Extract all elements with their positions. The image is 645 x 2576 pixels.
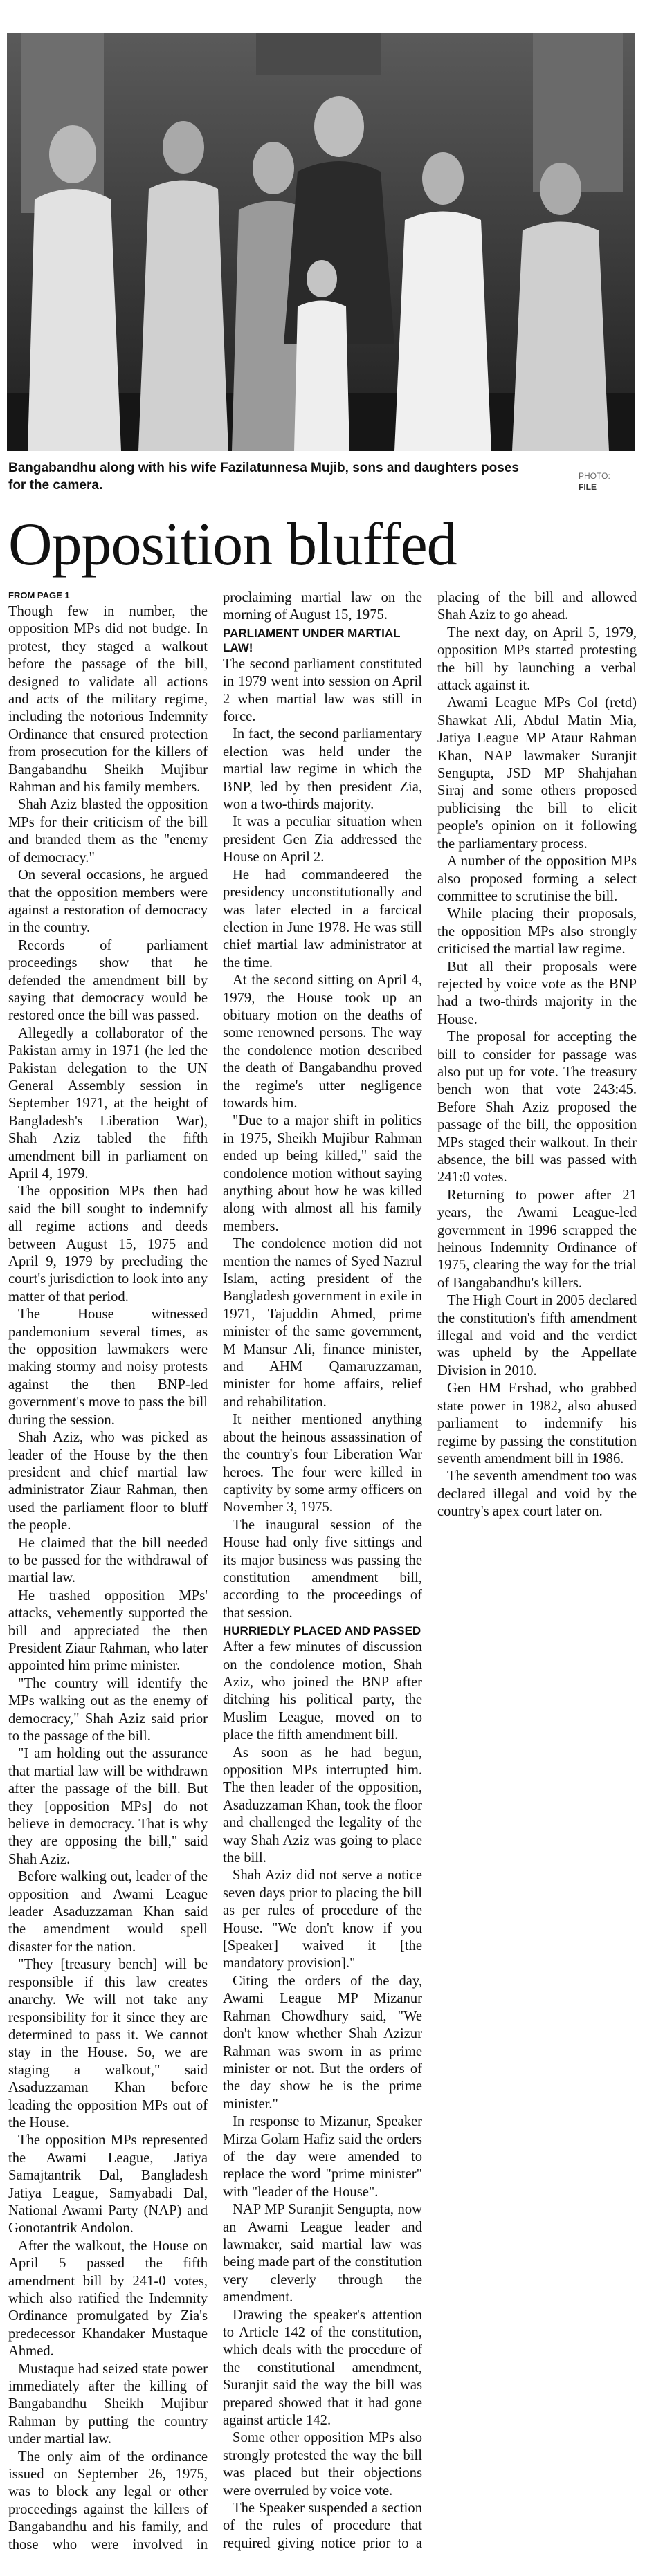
article-paragraph: Returning to power after 21 years, the Awami League-led government in 1996 scrapped the heinous Indemnity Ordinance of 1975, clearing the way for the trial of Bangabandhu's killers. xyxy=(437,1187,637,1291)
article-paragraph: Drawing the speaker's attention to Article 142 of the constitution, which deals with the procedure of the constitutional amendment, Suranjit said the way the bill was prepared showed that it had gone against article 142. xyxy=(223,2307,422,2429)
article-headline: Opposition bluffed xyxy=(8,511,457,578)
article-paragraph: The Speaker suspended a section of the rules of procedure that required giving notice prior to a placing of the bill and allowed Shah Aziz to go ahead. xyxy=(223,590,637,2551)
article-paragraph: NAP MP Suranjit Sengupta, now an Awami League leader and lawmaker, said martial law was being made part of the constitution very cleverly through the amendment. xyxy=(223,2202,422,2306)
article-paragraph: The proposal for accepting the bill to consider for passage was also put up for vote. The treasury bench won that vote 243:45. Before Shah Aziz proposed the passage of the bill, the opposition MPs staged their walkout. In their absence, the bill was passed with 241:0 votes. xyxy=(437,1029,637,1186)
photo-caption: Bangabandhu along with his wife Fazilatunnesa Mujib, sons and daughters poses for the camera. xyxy=(8,461,519,493)
article-paragraph: In response to Mizanur, Speaker Mirza Golam Hafiz said the orders of the day were amended to replace the word "prime minister" with "leader of the House". xyxy=(223,2114,422,2200)
article-paragraph: It was a peculiar situation when president Gen Zia addressed the House on April 2. xyxy=(223,814,422,865)
article-paragraph: "They [treasury bench] will be responsible if this law creates anarchy. We will not take any responsibility for it since they are determined to pass it. We cannot stay in the House. So, we are staging a walkout," said Asaduzzaman Khan before leading the opposition MPs out of the House. xyxy=(8,1957,208,2131)
article-paragraph: A number of the opposition MPs also proposed forming a select committee to scrutinise the bill. xyxy=(437,854,637,904)
article-paragraph: The next day, on April 5, 1979, opposition MPs started protesting the bill by launching a verbal attack against it. xyxy=(437,625,637,694)
article-body xyxy=(8,589,637,2568)
article-paragraph: "I am holding out the assurance that martial law will be withdrawn after the passage of the bill. But they [opposition MPs] do not believe in democracy. That is why they are opposing the bill," said Shah Aziz. xyxy=(8,1746,208,1867)
article-paragraph: But all their proposals were rejected by voice vote as the BNP had a two-thirds majority in the House. xyxy=(437,959,637,1027)
section-subhead: PARLIAMENT UNDER MARTIAL LAW! xyxy=(223,626,401,654)
article-paragraph: Records of parliament proceedings show that he defended the amendment bill by saying that democracy would be restored once the bill was passed. xyxy=(8,937,208,1024)
article-paragraph: In fact, the second parliamentary election was held under the martial law regime in which the BNP, led by then president Zia, won a two-thirds majority. xyxy=(223,726,422,813)
article-paragraph: He trashed opposition MPs' attacks, vehemently supported the bill and appreciated the then President Ziaur Rahman, who later appointed him prime minister. xyxy=(8,1588,208,1674)
photo-credit xyxy=(579,470,641,493)
article-paragraph: The opposition MPs represented the Awami League, Jatiya Samajtantrik Dal, Bangladesh Jatiya League, Samyabadi Dal, National Awami Party (NAP) and Gonotantrik Andolon. xyxy=(8,2133,208,2236)
article-paragraph: Shah Aziz did not serve a notice seven days prior to placing the bill as per rules of procedure of the House. "We don't know if you [Speaker] waived it [the mandatory provision]." xyxy=(223,1868,422,1971)
article-paragraph: The only aim of the ordinance issued on September 26, 1975, was to block any legal or other proceedings against the killers of Bangabandhu and his family, and those who were involved in proclaiming martial law on the morning of August 15, 1975. xyxy=(8,590,422,2552)
article-paragraph: After the walkout, the House on April 5 passed the fifth amendment bill by 241-0 votes, which also ratified the Indemnity Ordinance promulgated by Zia's predecessor Khandaker Mustaque Ahmed. xyxy=(8,2238,208,2359)
continuation-label: FROM PAGE 1 xyxy=(8,590,70,600)
article-paragraph: The House witnessed pandemonium several times, as the opposition lawmakers were making stormy and noisy protests against the then BNP-led government's move to pass the bill during the session. xyxy=(8,1307,208,1428)
article-paragraph: Mustaque had seized state power immediately after the killing of Bangabandhu Sheikh Mujibur Rahman by putting the country under martial law. xyxy=(8,2361,208,2447)
article-paragraph: It neither mentioned anything about the heinous assassination of the country's four Liberation War heroes. The four were killed in captivity by some army officers on November 3, 1975. xyxy=(223,1412,422,1516)
article-paragraph: Some other opposition MPs also strongly protested the way the bill was placed but their objections were overruled by voice vote. xyxy=(223,2430,422,2499)
article-paragraph: "The country will identify the MPs walking out as the enemy of democracy," Shah Aziz said prior to the passage of the bill. xyxy=(8,1675,208,1744)
article-paragraph: The seventh amendment too was declared illegal and void by the country's apex court later on. xyxy=(437,1469,637,1520)
article-paragraph: While placing their proposals, the opposition MPs also strongly criticised the martial law regime. xyxy=(437,906,637,957)
article-paragraph: Shah Aziz, who was picked as leader of the House by the then president and chief martial law administrator Ziaur Rahman, then used the parliament floor to bluff the people. xyxy=(8,1430,208,1534)
article-paragraph: As soon as he had begun, opposition MPs interrupted him. The then leader of the opposition, Asaduzzaman Khan, took the floor and challenged the legality of the way Shah Aziz was going to place the bill. xyxy=(223,1745,422,1866)
photo-credit-value: FILE xyxy=(579,482,597,492)
article-paragraph: "Due to a major shift in politics in 1975, Sheikh Mujibur Rahman ended up being killed," said the condolence motion without saying anything about how he was killed along with almost all his family members. xyxy=(223,1113,422,1234)
article-paragraph: The condolence motion did not mention the names of Syed Nazrul Islam, acting president of the Bangladesh government in exile in 1971, Tajuddin Ahmed, prime minister of the same government, M Mansur Ali, finance minister, and AHM Qamaruzzaman, minister for home affairs, relief and rehabilitation. xyxy=(223,1236,422,1410)
article-paragraph: Gen HM Ershad, who grabbed state power in 1982, also abused parliament to indemnify his regime by passing the constitution seventh amendment bill in 1986. xyxy=(437,1381,637,1466)
article-paragraph: Shah Aziz blasted the opposition MPs for their criticism of the bill and branded them as the "enemy of democracy." xyxy=(8,797,208,865)
section-subhead: HURRIEDLY PLACED AND PASSED xyxy=(223,1624,421,1638)
family-photo xyxy=(7,33,635,451)
article-paragraph: Citing the orders of the day, Awami League MP Mizanur Rahman Chowdhury said, "We don't know whether Shah Azizur Rahman was sworn in as prime minister or not. But the orders of the day show he is the prime minister." xyxy=(223,1973,422,2112)
article-paragraph: Allegedly a collaborator of the Pakistan army in 1971 (he led the Pakistan delegation to the UN General Assembly session in September 1971, at the height of Bangladesh's Liberation War), Shah Aziz tabled the fifth amendment bill in parliament on April 4, 1979. xyxy=(8,1025,208,1181)
article-paragraph: The opposition MPs then had said the bill sought to indemnify all regime actions and deeds between August 15, 1975 and April 9, 1979 by precluding the court's jurisdiction to look into any matter of that period. xyxy=(8,1184,208,1305)
article-paragraph: The inaugural session of the House had only five sittings and its major business was passing the constitution amendment bill, according to the proceedings of that session. xyxy=(223,1517,422,1621)
article-paragraph: Awami League MPs Col (retd) Shawkat Ali, Abdul Matin Mia, Jatiya League MP Ataur Rahman Khan, NAP lawmaker Suranjit Sengupta, JSD MP Shahjahan Siraj and some others proposed publicising the bill to elicit people's opinion on it following the parliamentary process. xyxy=(437,695,637,852)
article-paragraph: The High Court in 2005 declared the constitution's fifth amendment illegal and void and the verdict was upheld by the Appellate Division in 2010. xyxy=(437,1293,637,1379)
article-paragraph: The second parliament constituted in 1979 went into session on April 2 when martial law was still in force. xyxy=(223,656,422,725)
article-paragraph: He had commandeered the presidency unconstitutionally and was later elected in a farcical election in June 1978. He was still chief martial law administrator at the time. xyxy=(223,867,422,970)
family-photo-illustration xyxy=(7,33,635,451)
article-paragraph: He claimed that the bill needed to be passed for the withdrawal of martial law. xyxy=(8,1535,208,1586)
article-paragraph: On several occasions, he argued that the opposition members were against a restoration of democracy in the country. xyxy=(8,867,208,936)
article-paragraph: At the second sitting on April 4, 1979, the House took up an obituary motion on the deaths of some renowned persons. The way the condolence motion described the death of Bangabandhu proved the regime's utter negligence towards him. xyxy=(223,973,422,1111)
article-paragraph: Though few in number, the opposition MPs did not budge. In protest, they staged a walkout before the passage of the bill, designed to validate all actions and acts of the military regime, including the notorious Indemnity Ordinance that ensured protection from prosecution for the killers of Bangabandhu Sheikh Mujibur Rahman and his family members. xyxy=(8,604,208,795)
photo-credit-label: PHOTO: xyxy=(579,471,610,481)
article-paragraph: Before walking out, leader of the opposition and Awami League leader Asaduzzaman Khan said the amendment would spell disaster for the nation. xyxy=(8,1869,208,1955)
article-paragraph: After a few minutes of discussion on the condolence motion, Shah Aziz, who joined the BNP after ditching his political party, the Muslim League, moved on to place the fifth amendment bill. xyxy=(223,1639,422,1743)
